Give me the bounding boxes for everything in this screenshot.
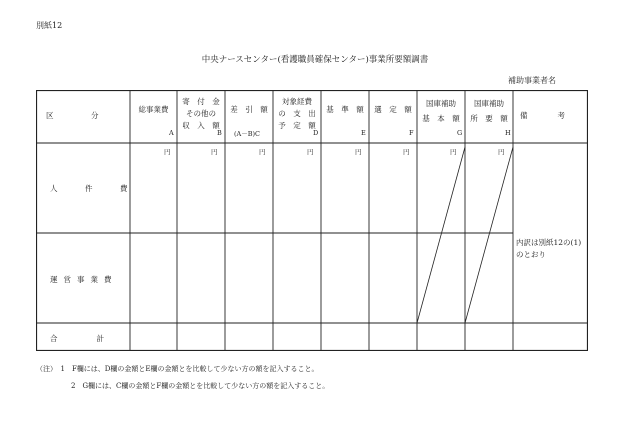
note-2: 2 G欄には、C欄の金額とF欄の金額とを比較して少ない方の額を記入すること。: [71, 382, 330, 390]
header-subsidy-required: [465, 98, 513, 125]
column-letter-e: E: [361, 129, 366, 137]
unit-yen: 円: [211, 148, 218, 156]
column-letter-h: H: [505, 129, 511, 137]
header-subsidy-base-line: 基 本 額: [422, 114, 460, 123]
unit-yen: 円: [450, 148, 457, 156]
column-letter-g: G: [457, 129, 463, 137]
unit-yen: 円: [164, 148, 171, 156]
header-planned: [273, 96, 321, 132]
header-donations-line: その他の: [186, 109, 216, 118]
unit-yen: 円: [307, 148, 314, 156]
unit-yen: 円: [403, 148, 410, 156]
header-planned-line: 予 定 額: [278, 121, 316, 130]
column-letter-a: A: [169, 129, 174, 137]
note-1: （注） 1 F欄には、D欄の金額とE欄の金額とを比較して少ない方の額を記入すること。: [36, 365, 319, 373]
remarks-note: [516, 237, 581, 261]
row-label-total: 合 計: [50, 334, 112, 343]
applicant-name-label: 補助事業者名: [508, 76, 556, 85]
header-donations: [177, 96, 225, 132]
form-number: 別紙12: [36, 21, 63, 30]
column-letter-f: F: [409, 129, 414, 137]
header-standard: 基 準 額: [326, 105, 364, 114]
budget-table: [36, 90, 588, 351]
remarks-note-line: のとおり: [516, 250, 546, 259]
remarks-note-line: 内訳は別紙12の(1): [516, 238, 582, 247]
row-label-personnel: 人 件 費: [50, 184, 138, 193]
header-subsidy-required-line: 国庫補助: [474, 99, 504, 108]
column-letter-c: (A－B)C: [234, 130, 261, 138]
header-donations-line: 収 入 額: [182, 121, 220, 130]
document-title: 中央ナースセンター(看護職員確保センター)事業所要額調書: [201, 55, 429, 65]
column-letter-d: D: [313, 129, 319, 137]
header-difference: 差 引 額: [230, 105, 268, 114]
unit-yen: 円: [259, 148, 266, 156]
column-letter-b: B: [217, 129, 222, 137]
header-total: 総事業費: [138, 105, 169, 114]
header-planned-line: 対象経費: [282, 97, 312, 106]
header-donations-line: 寄 付 金: [182, 97, 220, 106]
unit-yen: 円: [498, 148, 505, 156]
header-subsidy-required-line: 所 要 額: [470, 114, 508, 123]
header-planned-line: の 支 出: [278, 109, 316, 118]
header-selected: 選 定 額: [374, 105, 412, 114]
header-remarks: 備 考: [520, 111, 565, 120]
unit-yen: 円: [355, 148, 362, 156]
header-subsidy-base: [417, 98, 465, 125]
row-label-operating: 運営事業費: [50, 275, 118, 284]
header-category: 区 分: [46, 111, 99, 120]
row-lines: [36, 143, 588, 323]
header-subsidy-base-line: 国庫補助: [426, 99, 456, 108]
